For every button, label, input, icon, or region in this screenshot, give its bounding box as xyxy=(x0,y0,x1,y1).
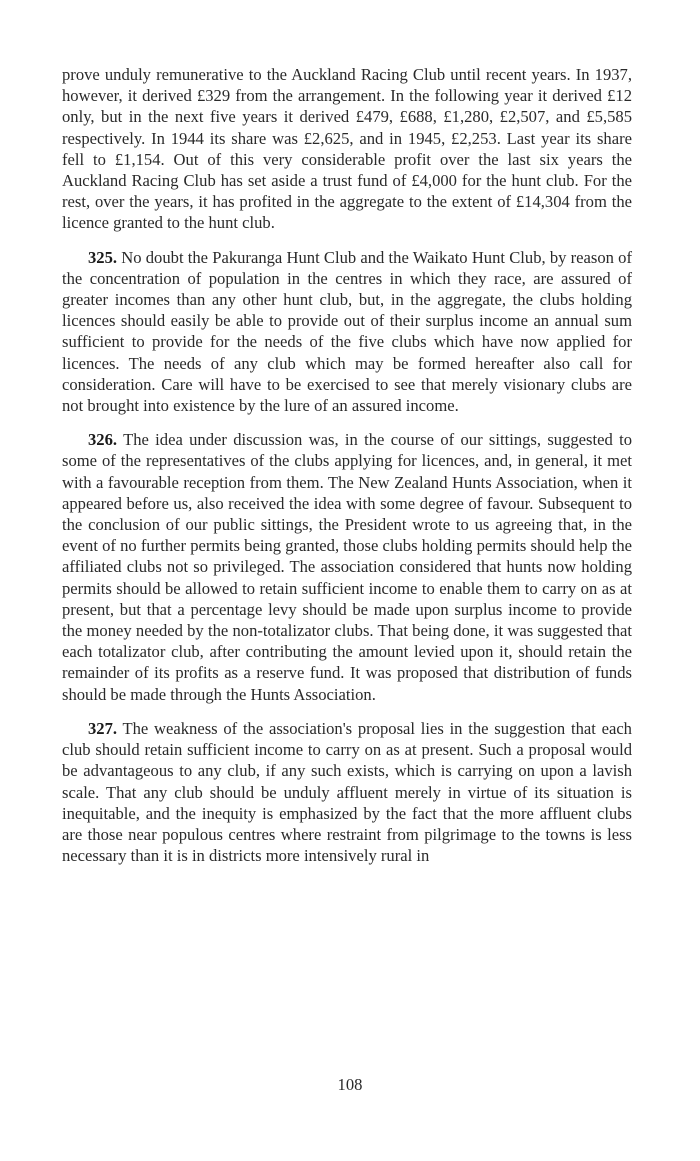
document-page xyxy=(62,64,632,879)
paragraph-326 xyxy=(62,429,632,705)
paragraph-327 xyxy=(62,718,632,866)
paragraph-continuation xyxy=(62,64,632,234)
paragraph-text: The weakness of the association's proposal lies in the suggestion that each club should retain sufficient income to carry on as at present. Such a proposal would be advantageous to any club, if any such exists, which is carrying on upon a lavish scale. That any club should be unduly affluent merely in virtue of its situation is inequitable, and the inequity is emphasized by the fact that the more affluent clubs are those near populous centres where restraint from pilgrimage to the towns is less necessary than it is in districts more intensively rural in xyxy=(62,718,632,866)
page-number: 108 xyxy=(337,1075,363,1094)
paragraph-325 xyxy=(62,247,632,417)
paragraph-text: The idea under discussion was, in the course of our sittings, suggested to some of the representatives of the clubs applying for licences, and, in general, it met with a favourable reception from them. The New Zealand Hunts Association, when it appeared before us, also received the idea with some degree of favour. Subsequent to the conclusion of our public sittings, the President wrote to us agreeing that, in the event of no further permits being granted, those clubs holding permits should help the affiliated clubs not so privileged. The association considered that hunts now holding permits should be allowed to retain sufficient income to enable them to carry on as at present, but that a percentage levy should be made upon surplus income to provide the money needed by the non-totalizator clubs. That being done, it was suggested that each totalizator club, after contributing the amount levied upon it, should retain the remainder of its profits as a reserve fund. It was proposed that distribution of funds should be made through the Hunts Association. xyxy=(62,430,632,704)
paragraph-number: 327. xyxy=(88,718,118,738)
paragraph-number: 325. xyxy=(88,247,118,267)
paragraph-text: prove unduly remunerative to the Auckland Racing Club until recent years. In 1937, however, it derived £329 from the arrangement. In the following year it derived £12 only, but in the next five years it derived £479, £688, £1,280, £2,507, and £5,585 respectively. In 1944 its share was £2,625, and in 1945, £2,253. Last year its share fell to £1,154. Out of this very considerable profit over the last six years the Auckland Racing Club has set aside a trust fund of £4,000 for the hunt club. For the rest, over the years, it has profited in the aggregate to the extent of £14,304 from the licence granted to the hunt club. xyxy=(62,65,632,233)
paragraph-text: No doubt the Pakuranga Hunt Club and the Waikato Hunt Club, by reason of the concentration of population in the centres in which they race, are assured of greater incomes than any other hunt club, but, in the aggregate, the clubs holding licences should easily be able to provide out of their surplus income an annual sum sufficient to provide for the needs of the five clubs which have now applied for licences. The needs of any club which may be formed hereafter also call for consideration. Care will have to be exercised to see that merely visionary clubs are not brought into existence by the lure of an assured income. xyxy=(62,247,632,416)
paragraph-number: 326. xyxy=(88,430,118,450)
